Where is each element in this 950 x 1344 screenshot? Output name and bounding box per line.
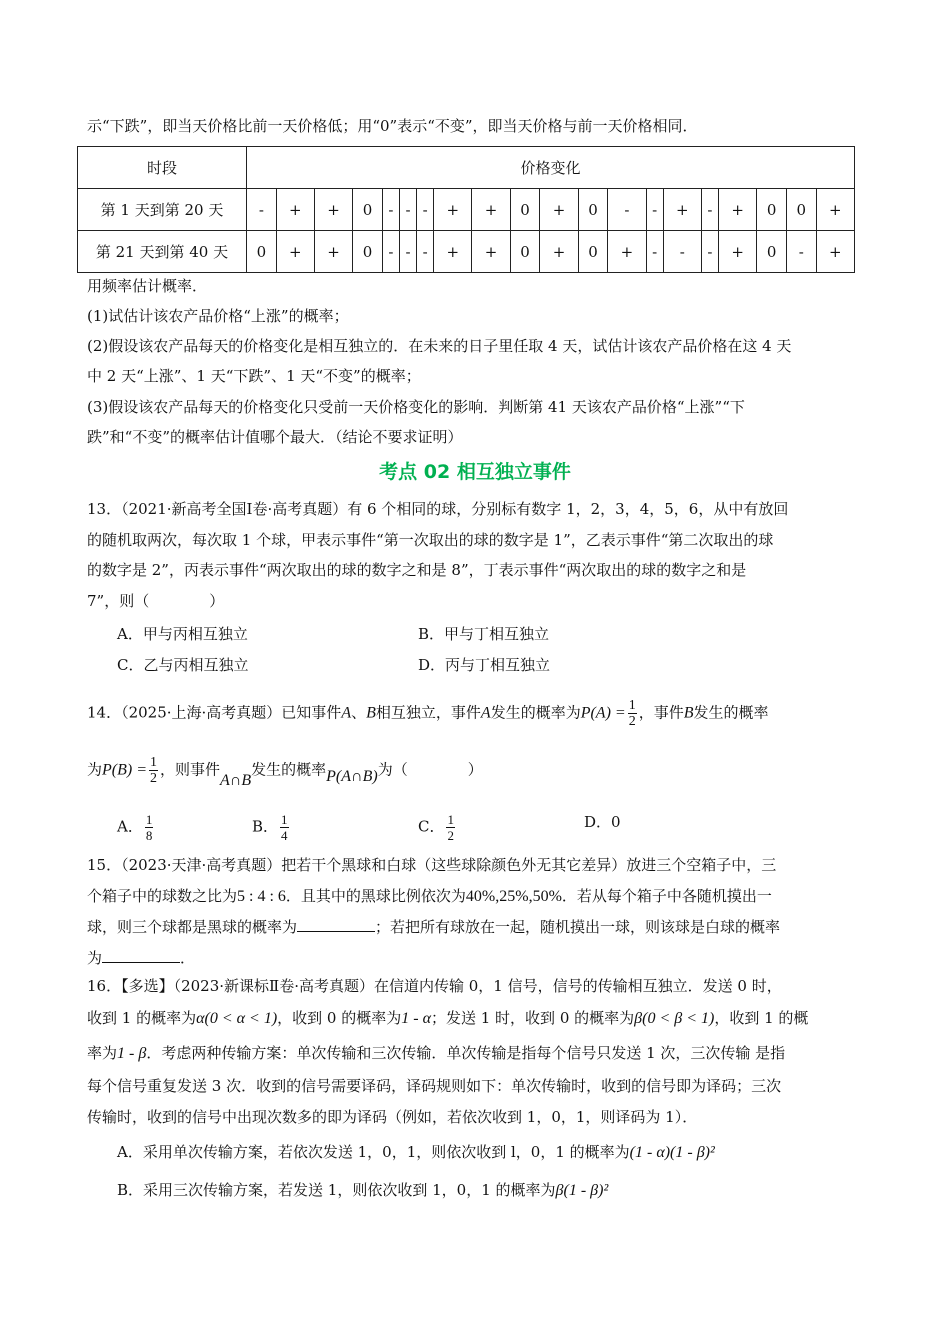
intro-line: 示“下跌”，即当天价格比前一天价格低；用“0”表示“不变”，即当天价格与前一天价格相同． [87,117,698,135]
price-change-cell: - [399,189,416,231]
price-change-cell: + [472,189,510,231]
q16-line: 率为1 - β．考虑两种传输方案：单次传输和三次传输．单次传输是指每个信号只发送 1 次，三次传输 是指 [87,1044,786,1062]
price-change-cell: + [540,231,578,273]
price-change-cell: - [417,231,434,273]
header-change: 价格变化 [247,147,855,189]
price-change-cell: - [646,189,663,231]
price-change-cell: - [663,231,701,273]
price-change-cell: + [276,189,314,231]
q12-part3-cont: 跌”和“不变”的概率估计值哪个最大．（结论不要求证明） [87,428,463,446]
q13-line: 的数字是 2”，丙表示事件“两次取出的球的数字之和是 8”，丁表示事件“两次取出的球的数字之和是 [87,561,747,579]
q14-option-b: B． $\frac{1}{4}$ [252,812,288,843]
q16-line: 收到 1 的概率为α(0 < α < 1)，收到 0 的概率为1 - α；发送 1 时，收到 0 的概率为β(0 < β < 1)，收到 1 的概 [87,1009,809,1027]
price-change-cell: - [417,189,434,231]
q13-option-c: C．乙与丙相互独立 [117,656,249,674]
price-change-cell: + [816,189,854,231]
price-change-cell: + [608,231,646,273]
price-change-cell: - [608,189,646,231]
price-change-cell: 0 [510,231,540,273]
q13-line: 的随机取两次，每次取 1 个球，甲表示事件“第一次取出的球的数字是 1”，乙表示事件“第二次取出的球 [87,531,774,549]
answer-blank[interactable] [102,948,180,963]
header-period: 时段 [78,147,247,189]
q12-part2: (2)假设该农产品每天的价格变化是相互独立的．在未来的日子里任取 4 天，试估计该农产品价格在这 4 天 [87,337,792,355]
q16-line: 16．【多选】（2023·新课标Ⅱ卷·高考真题）在信道内传输 0，1 信号，信号的传输相互独立．发送 0 时， [87,977,782,995]
q16-line: 传输时，收到的信号中出现次数多的即为译码（例如，若依次收到 1，0，1，则译码为 1）． [87,1108,698,1126]
price-change-cell: 0 [757,189,787,231]
price-change-cell: - [701,189,718,231]
q15-line: 15．（2023·天津·高考真题）把若干个黑球和白球（这些球除颜色外无其它差异）放进三个空箱子中，三 [87,856,777,874]
row-label: 第 21 天到第 40 天 [78,231,247,273]
price-change-cell: + [314,231,352,273]
q14-option-a: A． $\frac{1}{8}$ [117,812,153,843]
price-change-cell: + [314,189,352,231]
price-change-cell: 0 [510,189,540,231]
q16-option-b: B．采用三次传输方案，若发送 1，则依次收到 1，0，1 的概率为β(1 - β)² [117,1181,609,1199]
q13-option-d: D．丙与丁相互独立 [418,656,551,674]
price-change-cell: + [472,231,510,273]
price-change-cell: 0 [353,189,383,231]
price-change-cell: - [701,231,718,273]
q12-part3: (3)假设该农产品每天的价格变化只受前一天价格变化的影响．判断第 41 天该农产品价格“上涨”“下 [87,398,745,416]
q14-option-d: D．0 [584,813,621,831]
price-change-cell: + [434,189,472,231]
answer-blank[interactable] [297,917,375,932]
price-change-cell: + [276,231,314,273]
q14-line2: 为P(B) = $\frac{1}{2}$ ，则事件A∩B发生的概率P(A∩B)为（ ） [87,755,483,789]
q15-line: 个箱子中的球数之比为5 : 4 : 6．且其中的黑球比例依次为40%,25%,50%．若从每个箱子中各随机摸出一 [87,887,772,905]
q15-line: 为 ． [87,949,196,967]
table-row [78,189,855,231]
price-change-cell: - [786,231,816,273]
section-title: 考点 02 相互独立事件 [379,461,571,483]
q13-option-a: A．甲与丙相互独立 [117,625,248,643]
price-change-cell: + [540,189,578,231]
price-change-cell: + [434,231,472,273]
price-change-cell: - [382,231,399,273]
price-change-cell: + [816,231,854,273]
price-change-cell: 0 [578,189,608,231]
q16-line: 每个信号重复发送 3 次．收到的信号需要译码，译码规则如下：单次传输时，收到的信号即为译码；三次 [87,1077,782,1095]
q14-option-c: C． $\frac{1}{2}$ [418,812,454,843]
price-change-cell: 0 [247,231,277,273]
note: 用频率估计概率． [87,277,208,295]
price-change-cell: - [399,231,416,273]
q12-part2-cont: 中 2 天“上涨”、1 天“下跌”、1 天“不变”的概率； [87,367,421,385]
q13-line: 13．（2021·新高考全国Ⅰ卷·高考真题）有 6 个相同的球，分别标有数字 1，2，3，4，5，6，从中有放回 [87,500,789,518]
price-change-cell: - [247,189,277,231]
price-change-table [77,146,855,273]
q12-part1: (1)试估计该农产品价格“上涨”的概率； [87,307,349,325]
price-change-cell: + [663,189,701,231]
q13-line: 7”，则（ ） [87,592,225,610]
price-change-cell: + [719,231,757,273]
q13-option-b: B．甲与丁相互独立 [418,625,550,643]
table-row [78,231,855,273]
q15-line: 球，则三个球都是黑球的概率为 ；若把所有球放在一起，随机摸出一球，则该球是白球的概率 [87,918,781,936]
price-change-cell: 0 [353,231,383,273]
price-change-cell: 0 [578,231,608,273]
price-change-cell: - [646,231,663,273]
row-label: 第 1 天到第 20 天 [78,189,247,231]
price-change-cell: 0 [786,189,816,231]
price-change-cell: + [719,189,757,231]
price-change-cell: 0 [757,231,787,273]
q14-line1: 14．（2025·上海·高考真题）已知事件A、B相互独立，事件A发生的概率为P(A) = $\frac{1}{2}$ ，事件B发生的概率 [87,698,769,729]
price-change-cell: - [382,189,399,231]
q16-option-a: A．采用单次传输方案，若依次发送 1，0，1，则依次收到 l，0，1 的概率为(1 - α)(1 - β)² [117,1143,715,1161]
